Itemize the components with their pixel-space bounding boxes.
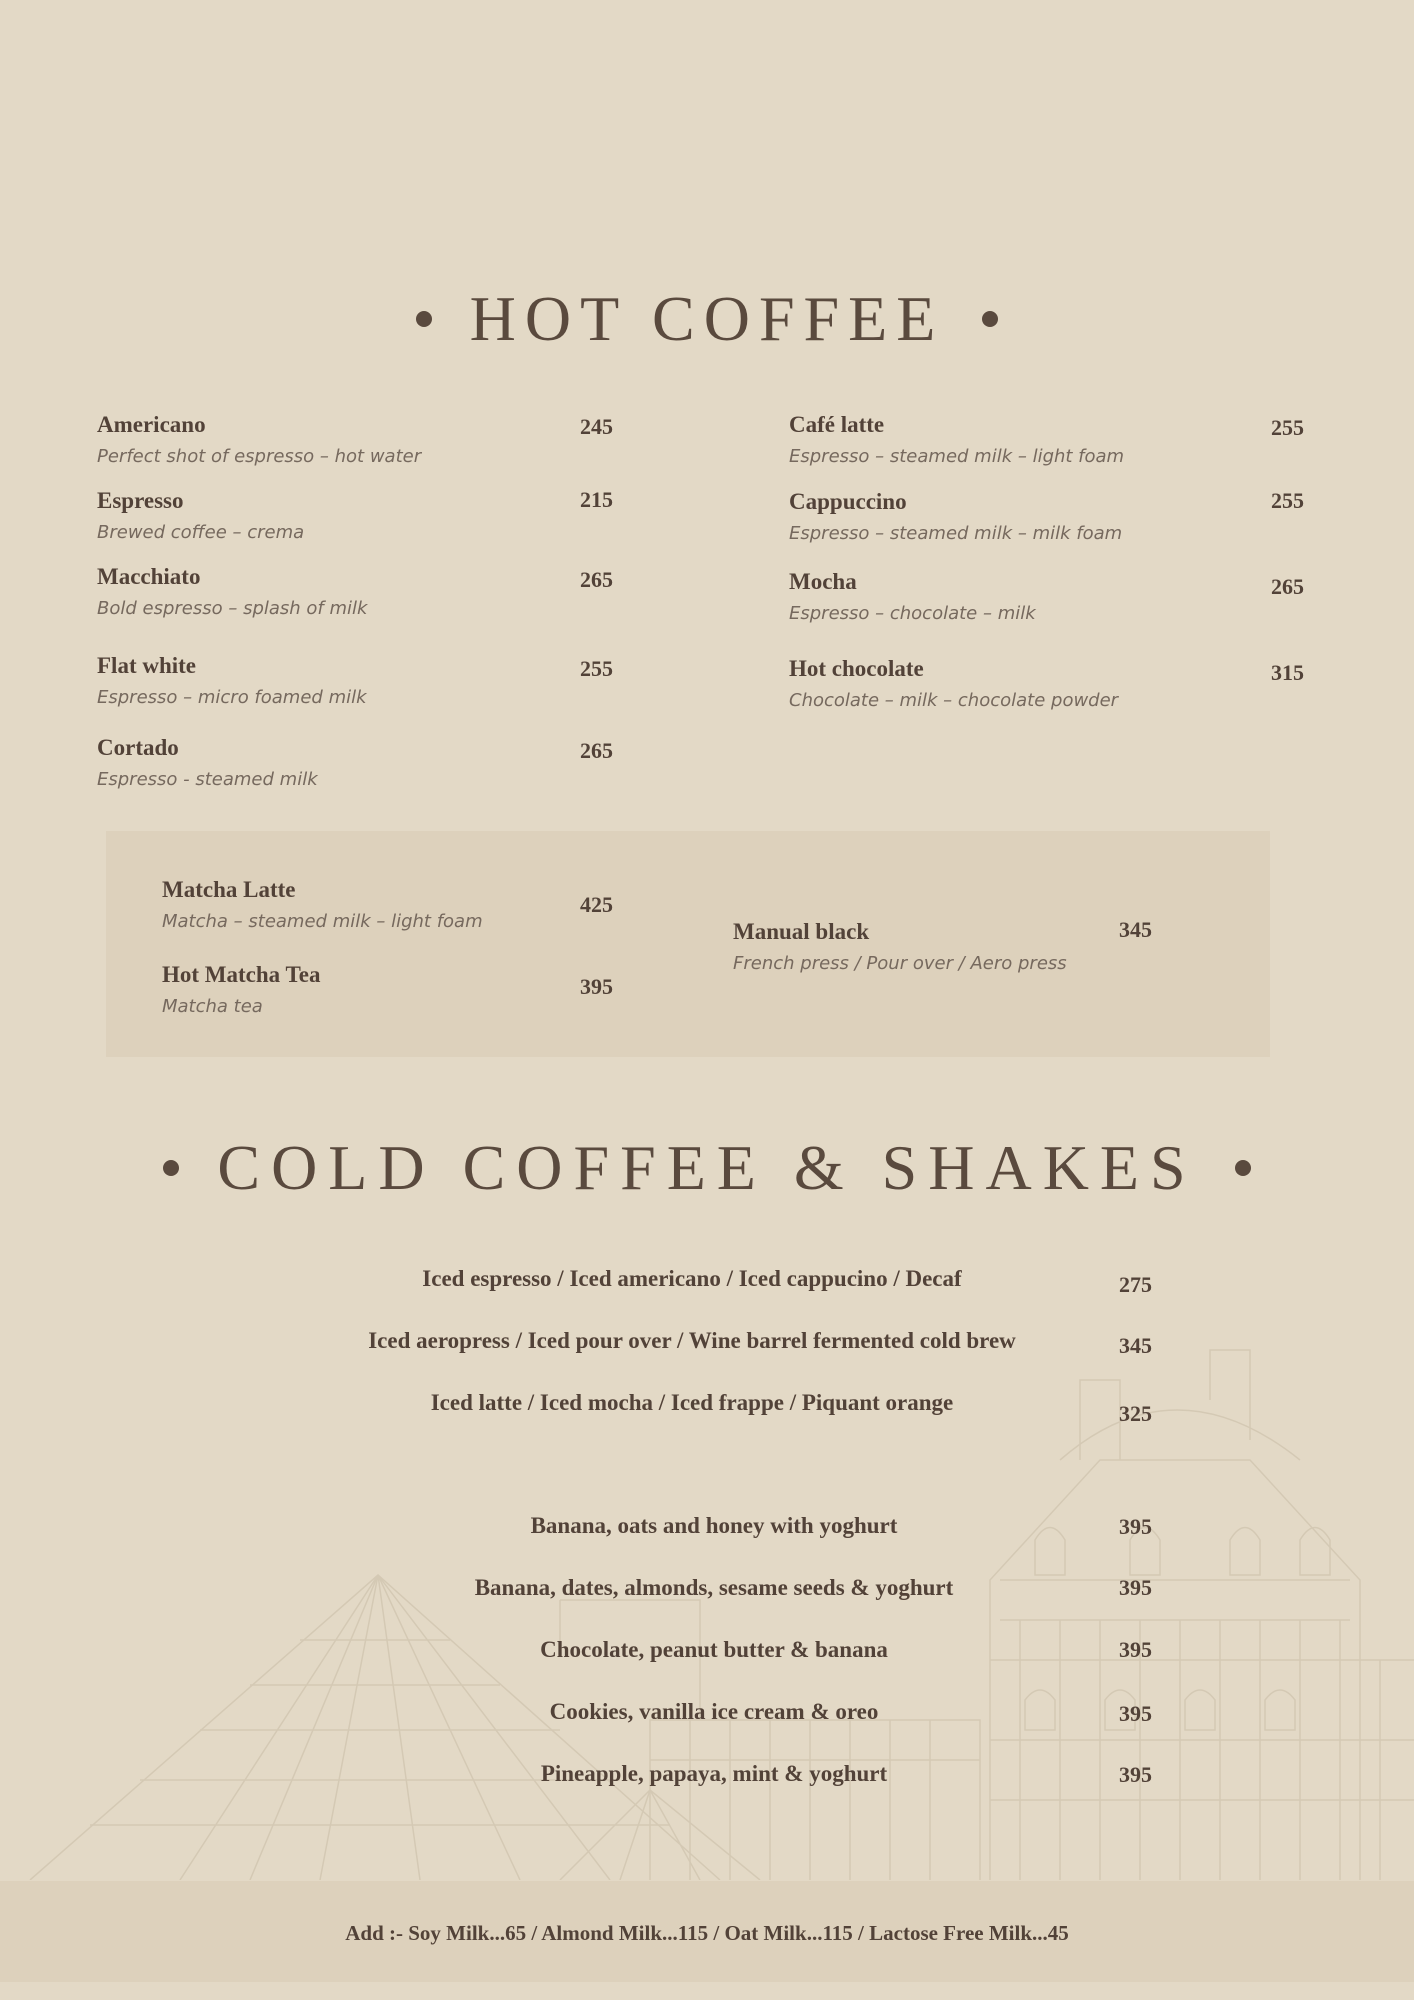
cold-coffee-item: Iced espresso / Iced americano / Iced cappucino / Decaf — [422, 1266, 962, 1291]
menu-item — [789, 569, 1036, 624]
menu-item — [97, 412, 421, 467]
bullet-dot-icon — [1235, 1160, 1251, 1176]
item-description: Bold espresso – splash of milk — [97, 598, 368, 619]
item-name: Hot Matcha Tea — [162, 962, 321, 987]
shake-item: Cookies, vanilla ice cream & oreo — [549, 1699, 879, 1724]
item-description: French press / Pour over / Aero press — [733, 953, 1067, 974]
item-name: Macchiato — [97, 564, 201, 589]
item-price: 265 — [580, 738, 613, 763]
cold-coffee-item: Iced aeropress / Iced pour over / Wine barrel fermented cold brew — [368, 1328, 1016, 1353]
item-name: Hot chocolate — [789, 656, 924, 681]
cold-coffee-heading — [0, 1131, 1414, 1205]
menu-item — [97, 564, 367, 619]
item-name: Matcha Latte — [162, 877, 296, 902]
menu-item — [97, 488, 304, 543]
item-price: 275 — [1119, 1272, 1152, 1297]
item-price: 255 — [580, 656, 613, 681]
item-name: Cortado — [97, 735, 179, 760]
item-price: 345 — [1119, 917, 1152, 942]
item-price: 245 — [580, 414, 613, 439]
item-price: 255 — [1271, 415, 1304, 440]
menu-item — [97, 653, 367, 708]
item-description: Espresso – micro foamed milk — [97, 687, 367, 708]
item-name: Mocha — [789, 569, 857, 594]
item-name: Café latte — [789, 412, 885, 437]
menu-item — [789, 412, 1124, 467]
shake-item: Pineapple, papaya, mint & yoghurt — [540, 1761, 888, 1786]
bullet-dot-icon — [982, 311, 998, 327]
shake-item: Banana, dates, almonds, sesame seeds & yoghurt — [474, 1575, 954, 1600]
item-description: Brewed coffee – crema — [97, 522, 305, 543]
milk-addons-note: Add :- Soy Milk...65 / Almond Milk...115 / Oat Milk...115 / Lactose Free Milk...45 — [345, 1921, 1069, 1945]
item-description: Espresso – steamed milk – light foam — [789, 446, 1125, 467]
item-description: Perfect shot of espresso – hot water — [97, 446, 422, 467]
item-description: Chocolate – milk – chocolate powder — [789, 690, 1119, 711]
item-name: Manual black — [733, 919, 870, 944]
item-price: 395 — [1119, 1637, 1152, 1662]
item-price: 425 — [580, 892, 613, 917]
item-name: Americano — [97, 412, 206, 437]
item-description: Matcha tea — [162, 996, 263, 1017]
item-name: Espresso — [97, 488, 184, 513]
item-price: 315 — [1271, 660, 1304, 685]
item-price: 215 — [580, 487, 613, 512]
specials-panel — [106, 831, 1270, 1057]
item-price: 395 — [580, 974, 613, 999]
bullet-dot-icon — [163, 1160, 179, 1176]
hot-coffee-heading — [0, 282, 1414, 356]
cold-coffee-title: COLD COFFEE & SHAKES — [217, 1132, 1197, 1203]
menu-item — [162, 877, 483, 932]
item-description: Matcha – steamed milk – light foam — [162, 911, 483, 932]
shake-item: Chocolate, peanut butter & banana — [540, 1637, 888, 1662]
cold-coffee-item: Iced latte / Iced mocha / Iced frappe / Piquant orange — [430, 1390, 954, 1415]
menu-item — [162, 962, 320, 1017]
item-price: 255 — [1271, 488, 1304, 513]
menu-item — [789, 489, 1122, 544]
item-price: 265 — [1271, 574, 1304, 599]
bullet-dot-icon — [416, 311, 432, 327]
menu-item — [97, 735, 318, 790]
menu-item — [733, 919, 1067, 974]
menu-item — [789, 656, 1118, 711]
item-price: 325 — [1119, 1401, 1152, 1426]
shake-item: Banana, oats and honey with yoghurt — [530, 1513, 898, 1538]
item-price: 395 — [1119, 1514, 1152, 1539]
item-description: Espresso – chocolate – milk — [789, 603, 1036, 624]
item-description: Espresso - steamed milk — [97, 769, 318, 790]
item-price: 395 — [1119, 1575, 1152, 1600]
hot-coffee-title: HOT COFFEE — [469, 283, 945, 354]
item-price: 345 — [1119, 1333, 1152, 1358]
item-price: 265 — [580, 567, 613, 592]
item-name: Flat white — [97, 653, 197, 678]
item-price: 395 — [1119, 1762, 1152, 1787]
item-price: 395 — [1119, 1701, 1152, 1726]
item-name: Cappuccino — [789, 489, 907, 514]
item-description: Espresso – steamed milk – milk foam — [789, 523, 1123, 544]
